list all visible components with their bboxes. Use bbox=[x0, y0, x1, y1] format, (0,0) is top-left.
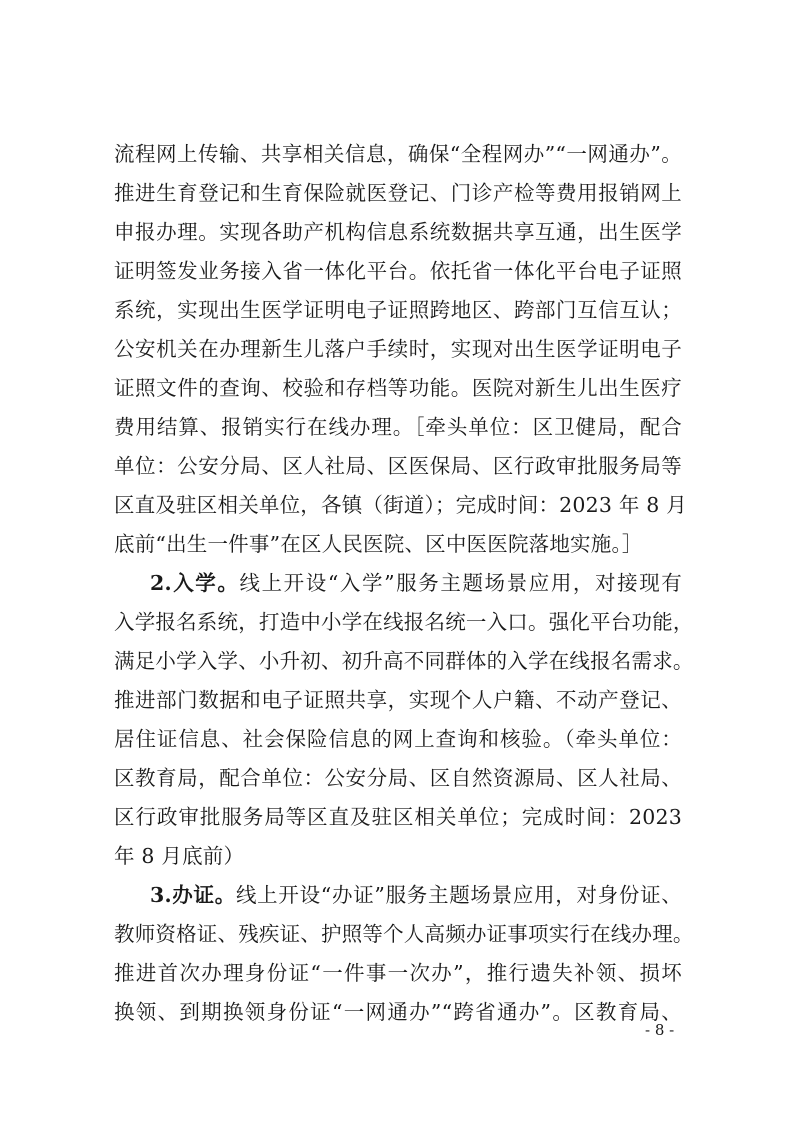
section-2-first-line bbox=[150, 563, 682, 603]
paragraph-line: 区教育局，配合单位：公安分局、区自然资源局、区人社局、 bbox=[114, 766, 682, 790]
paragraph-line: 居住证信息、社会保险信息的网上查询和核验。（牵头单位： bbox=[114, 727, 682, 751]
paragraph-line: 推进部门数据和电子证照共享，实现个人户籍、不动产登记、 bbox=[114, 688, 682, 712]
paragraph-line: 公安机关在办理新生儿落户手续时，实现对出生医学证明电子 bbox=[114, 337, 682, 361]
paragraph-line: 证明签发业务接入省一体化平台。依托省一体化平台电子证照 bbox=[114, 259, 682, 283]
paragraph-line: 满足小学入学、小升初、初升高不同群体的入学在线报名需求。 bbox=[114, 649, 694, 673]
paragraph-line: 入学报名系统，打造中小学在线报名统一入口。强化平台功能， bbox=[114, 610, 694, 634]
section-2-heading: 2.入学。 bbox=[150, 571, 240, 595]
paragraph-line: 推进生育登记和生育保险就医登记、门诊产检等费用报销网上 bbox=[114, 181, 682, 205]
paragraph-line: 区行政审批服务局等区直及驻区相关单位；完成时间：2023 bbox=[114, 805, 682, 829]
paragraph-line: 申报办理。实现各助产机构信息系统数据共享互通，出生医学 bbox=[114, 220, 682, 244]
paragraph-line: 系统，实现出生医学证明电子证照跨地区、跨部门互信互认； bbox=[114, 298, 682, 322]
section-3-first-line-text: 线上开设“办证”服务主题场景应用，对身份证、 bbox=[235, 883, 683, 907]
paragraph-line: 换领、到期换领身份证“一网通办”“跨省通办”。区教育局、 bbox=[114, 1000, 682, 1024]
paragraph-line: 费用结算、报销实行在线办理。［牵头单位：区卫健局，配合 bbox=[114, 415, 682, 439]
paragraph-line: 证照文件的查询、校验和存档等功能。医院对新生儿出生医疗 bbox=[114, 376, 682, 400]
paragraph-line: 单位：公安分局、区人社局、区医保局、区行政审批服务局等 bbox=[114, 454, 682, 478]
paragraph-line: 流程网上传输、共享相关信息，确保“全程网办”“一网通办”。 bbox=[114, 142, 682, 166]
paragraph-line: 教师资格证、残疾证、护照等个人高频办证事项实行在线办理。 bbox=[114, 922, 694, 946]
paragraph-line: 区直及驻区相关单位，各镇（街道）；完成时间：2023 年 8 月 bbox=[114, 493, 687, 517]
paragraph-line: 推进首次办理身份证“一件事一次办”，推行遗失补领、损坏 bbox=[114, 961, 682, 985]
paragraph-line: 年 8 月底前） bbox=[114, 844, 245, 868]
paragraph-line: 底前“出生一件事”在区人民医院、区中医医院落地实施。］ bbox=[114, 532, 643, 556]
section-3-first-line bbox=[150, 875, 682, 915]
section-2-first-line-text: 线上开设“入学”服务主题场景应用，对接现有 bbox=[239, 571, 682, 595]
section-3-heading: 3.办证。 bbox=[150, 883, 236, 907]
page-number: - 8 - bbox=[645, 1021, 675, 1039]
